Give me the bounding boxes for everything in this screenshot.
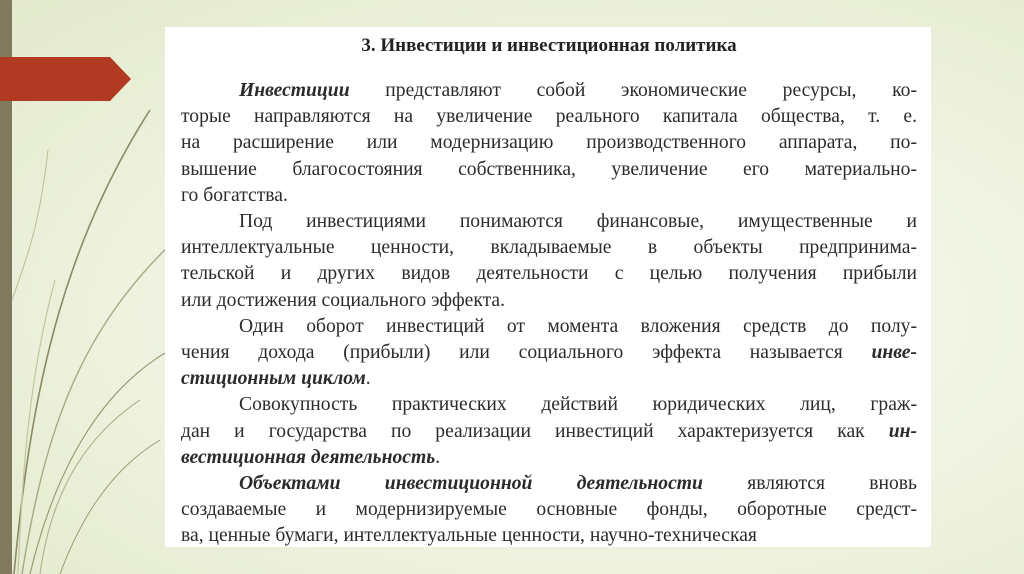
text-line <box>181 471 917 497</box>
text-segment: интеллектуальные ценности, вкладываемые в объекты предпринима- <box>181 237 917 259</box>
text-line <box>181 104 917 130</box>
text-segment: на расширение или модернизацию производственного аппарата, по- <box>181 132 917 154</box>
paragraph <box>181 392 917 471</box>
text-segment: вышение благосостояния собственника, увеличение его материально- <box>181 158 917 180</box>
emphasized-term: вестиционная деятельность <box>181 446 436 468</box>
document-body <box>181 78 917 547</box>
text-line <box>181 288 917 314</box>
text-line <box>181 157 917 183</box>
text-segment: . <box>435 446 441 468</box>
text-segment: представляют собой экономические ресурсы, ко- <box>349 80 917 101</box>
text-segment: дан и государства по реализации инвестиций характеризуется как <box>181 420 889 442</box>
text-line <box>181 314 917 340</box>
text-segment: являются вновь <box>702 473 917 495</box>
emphasized-term: инве- <box>871 342 917 364</box>
document-page <box>165 27 931 547</box>
text-line <box>181 235 917 261</box>
emphasized-term: Инвестиции <box>239 80 350 101</box>
text-line <box>181 78 917 104</box>
text-line <box>181 445 917 471</box>
text-segment: чения дохода (прибыли) или социального эффекта называется <box>181 342 872 364</box>
text-line <box>181 340 917 366</box>
text-line <box>181 130 917 156</box>
text-line <box>181 523 917 547</box>
text-line <box>181 419 917 445</box>
emphasized-term: стиционным циклом <box>181 368 366 390</box>
text-line <box>181 366 917 392</box>
paragraph <box>181 471 917 547</box>
text-line <box>181 392 917 418</box>
emphasized-term: ин- <box>888 420 917 442</box>
text-segment: Совокупность практических действий юридических лиц, граж- <box>239 394 917 416</box>
text-line <box>181 261 917 287</box>
text-line <box>181 183 917 209</box>
slide-arrow-tab <box>0 57 131 101</box>
text-segment: . <box>365 368 371 390</box>
paragraph <box>181 209 917 314</box>
text-line <box>181 497 917 523</box>
paragraph <box>181 314 917 393</box>
text-segment: тельской и других видов деятельности с целью получения прибыли <box>181 263 917 285</box>
text-segment: го богатства. <box>181 184 288 206</box>
paragraph <box>181 78 917 209</box>
document-title: 3. Инвестиции и инвестиционная политика <box>361 35 737 56</box>
text-segment: создаваемые и модернизируемые основные фонды, оборотные средст- <box>181 499 917 521</box>
text-segment: торые направляются на увеличение реального капитала общества, т. е. <box>181 106 917 128</box>
emphasized-term: Объектами инвестиционной деятельности <box>239 473 703 495</box>
text-segment: или достижения социального эффекта. <box>181 289 506 311</box>
text-line <box>181 209 917 235</box>
text-segment: Под инвестициями понимаются финансовые, имущественные и <box>239 211 917 233</box>
text-segment: Один оборот инвестиций от момента вложения средств до полу- <box>239 315 917 337</box>
text-segment: ва, ценные бумаги, интеллектуальные ценности, научно-техническая <box>181 525 757 547</box>
